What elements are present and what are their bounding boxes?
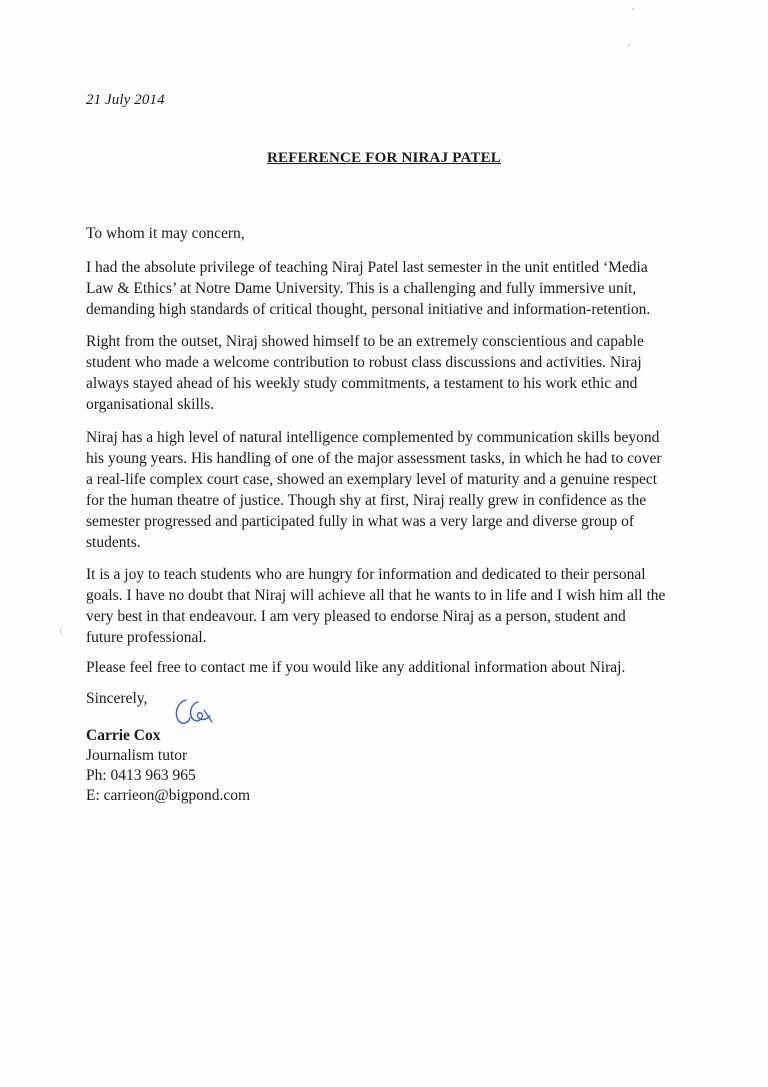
paragraph-4: It is a joy to teach students who are hungry for information and dedicated to their personal goals. I have no doubt that Niraj will achieve all that he wants to in life and I wish him all the very best in that endeavour. I am very pleased to endorse Niraj as a person, student and future professional.	[86, 566, 666, 646]
signer-name: Carrie Cox	[86, 727, 161, 744]
signer-role: Journalism tutor	[86, 747, 188, 764]
signer-email: E: carrieon@bigpond.com	[86, 787, 251, 804]
letter-greeting: To whom it may concern,	[86, 225, 245, 242]
letter-date: 21 July 2014	[86, 92, 165, 108]
paragraph-2: Right from the outset, Niraj showed himself to be an extremely conscientious and capable student who made a welcome contribution to robust class discussions and activities. Niraj always stayed ahead of his weekly study commitments, a testament to his work ethic and organisational skills.	[86, 333, 644, 413]
paper-mark	[60, 625, 67, 637]
paragraph-3: Niraj has a high level of natural intelligence complemented by communication skills beyond his young years. His handling of one of the major assessment tasks, in which he had to cover a real-life complex court case, showed an exemplary level of maturity and a genuine respect for the human theatre of justice. Though shy at first, Niraj really grew in confidence as the semester progressed and participated fully in what was a very large and diverse group of students.	[86, 429, 662, 551]
signature-block	[86, 726, 250, 806]
paragraph-1: I had the absolute privilege of teaching Niraj Patel last semester in the unit entitled ‘Media Law & Ethics’ at Notre Dame University. This is a challenging and fully immersive unit, demanding high standards of critical thought, personal initiative and information-retention.	[86, 259, 651, 318]
signer-phone: Ph: 0413 963 965	[86, 767, 196, 784]
letter-title: REFERENCE FOR NIRAJ PATEL	[266, 150, 502, 166]
paper-speck	[632, 8, 634, 10]
letter-closing: Sincerely,	[86, 690, 148, 707]
paper-speck	[628, 44, 630, 46]
paragraph-5: Please feel free to contact me if you would like any additional information about Niraj.	[86, 659, 626, 676]
